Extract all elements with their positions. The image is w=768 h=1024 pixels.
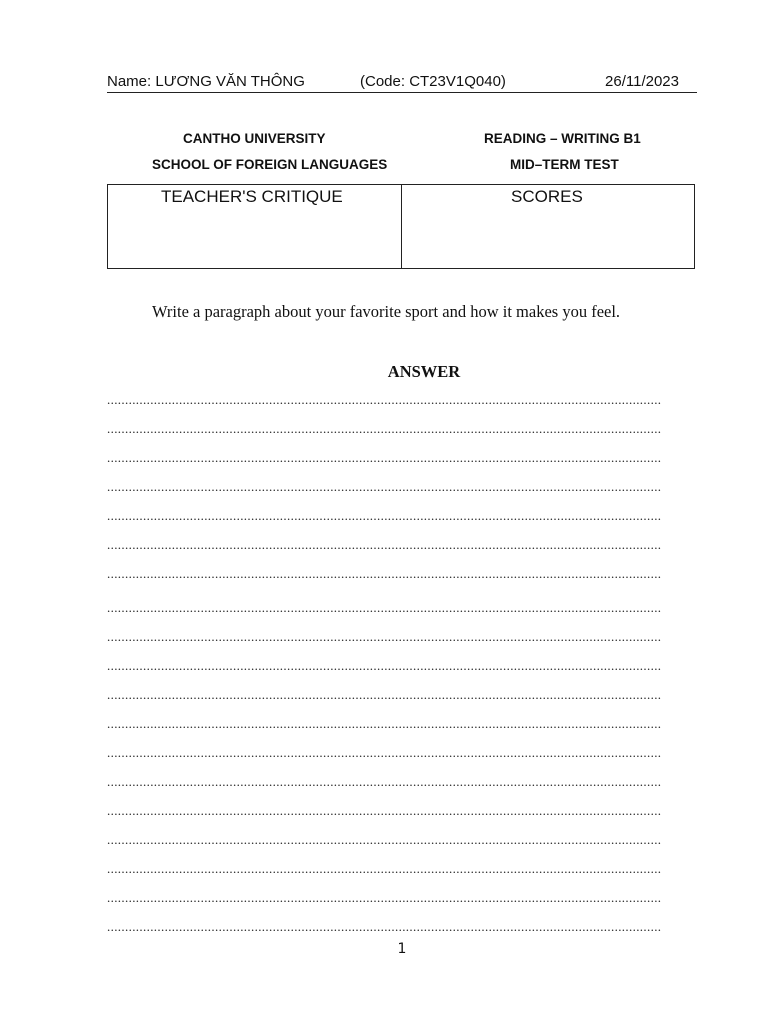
- header-line: [107, 72, 697, 93]
- page-number: 1: [397, 941, 407, 957]
- student-code: (Code: CT23V1Q040): [360, 73, 506, 90]
- scores-label: SCORES: [511, 187, 583, 206]
- answer-line[interactable]: ..........................................................................................................................................................: [107, 629, 662, 644]
- answer-line[interactable]: ..........................................................................................................................................................: [107, 421, 662, 436]
- answer-line[interactable]: ..........................................................................................................................................................: [107, 716, 662, 731]
- answer-line[interactable]: ..........................................................................................................................................................: [107, 745, 662, 760]
- answer-line[interactable]: ..........................................................................................................................................................: [107, 861, 662, 876]
- critique-label: TEACHER'S CRITIQUE: [161, 187, 343, 206]
- answer-line[interactable]: ..........................................................................................................................................................: [107, 508, 662, 523]
- student-name: Name: LƯƠNG VĂN THÔNG: [107, 73, 305, 90]
- scores-cell[interactable]: [402, 185, 694, 268]
- critique-cell[interactable]: [108, 185, 402, 268]
- writing-prompt: Write a paragraph about your favorite sport and how it makes you feel.: [152, 302, 621, 321]
- answer-line[interactable]: ..........................................................................................................................................................: [107, 919, 662, 934]
- answer-line[interactable]: ..........................................................................................................................................................: [107, 774, 662, 789]
- answer-line[interactable]: ..........................................................................................................................................................: [107, 803, 662, 818]
- test-date: 26/11/2023: [605, 73, 679, 90]
- answer-line[interactable]: ..........................................................................................................................................................: [107, 658, 662, 673]
- answer-line[interactable]: ..........................................................................................................................................................: [107, 392, 662, 407]
- course-name: READING – WRITING B1: [484, 131, 641, 146]
- answer-line[interactable]: ..........................................................................................................................................................: [107, 832, 662, 847]
- answer-heading: ANSWER: [387, 362, 461, 381]
- university-name: CANTHO UNIVERSITY: [183, 131, 326, 146]
- school-name: SCHOOL OF FOREIGN LANGUAGES: [152, 157, 388, 172]
- answer-line[interactable]: ..........................................................................................................................................................: [107, 890, 662, 905]
- answer-line[interactable]: ..........................................................................................................................................................: [107, 450, 662, 465]
- answer-line[interactable]: ..........................................................................................................................................................: [107, 687, 662, 702]
- answer-line[interactable]: ..........................................................................................................................................................: [107, 566, 662, 581]
- answer-line[interactable]: ..........................................................................................................................................................: [107, 479, 662, 494]
- critique-score-table: [107, 184, 695, 269]
- test-type: MID–TERM TEST: [510, 157, 619, 172]
- answer-line[interactable]: ..........................................................................................................................................................: [107, 537, 662, 552]
- answer-line[interactable]: ..........................................................................................................................................................: [107, 600, 662, 615]
